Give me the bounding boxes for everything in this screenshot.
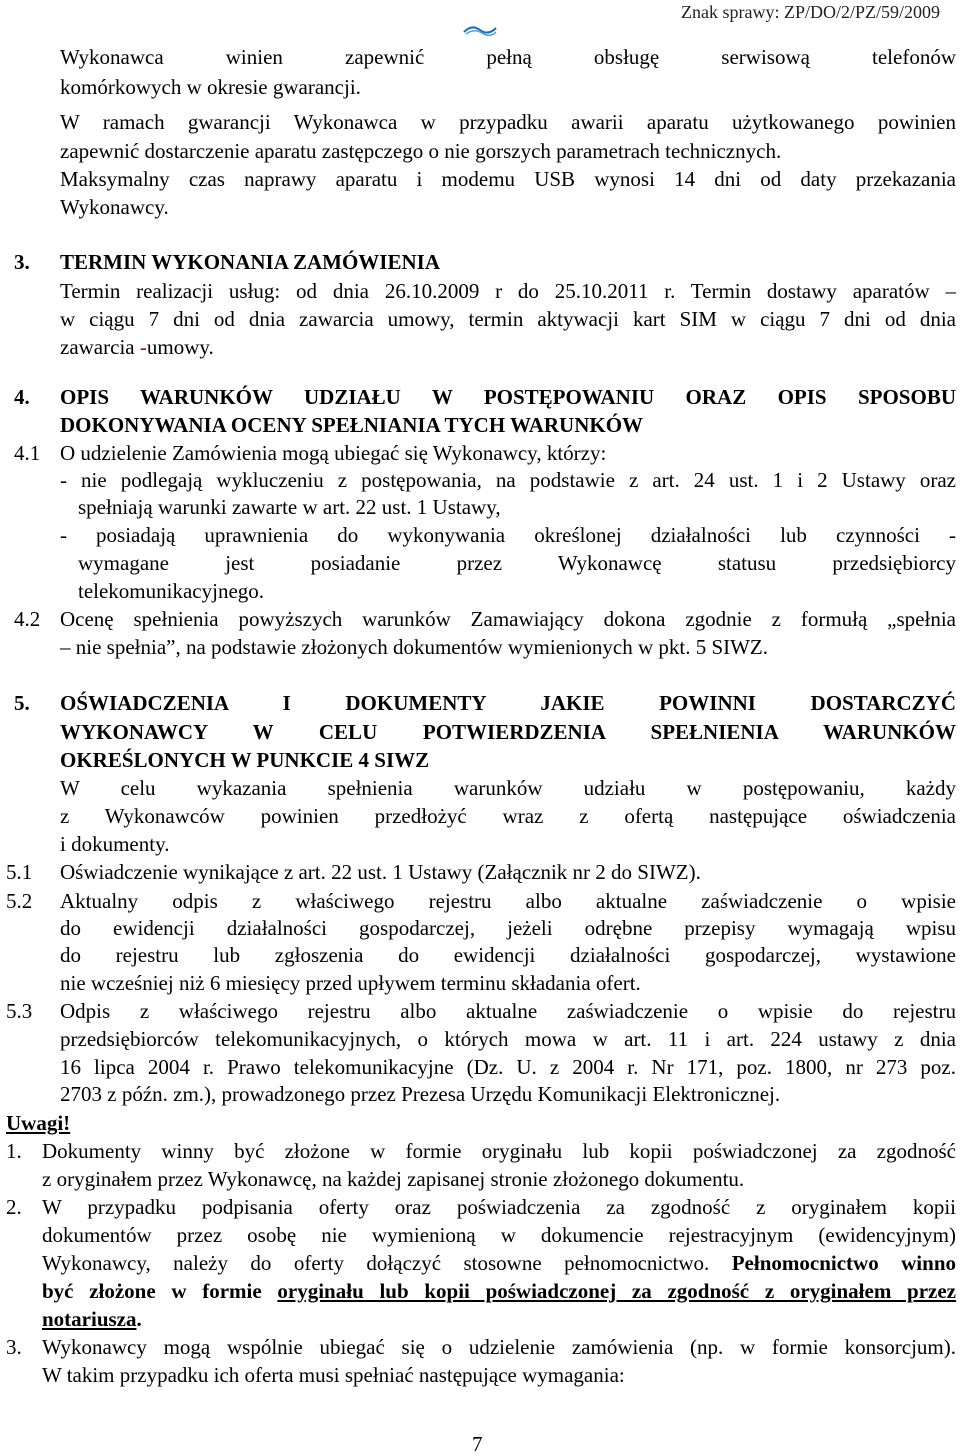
- paragraph-line: - posiadają uprawnienia do wykonywania określonej działalności lub czynności -: [60, 523, 956, 547]
- paragraph-line: 2703 z późn. zm.), prowadzonego przez Prezesa Urzędu Komunikacji Elektronicznej.: [60, 1082, 781, 1106]
- intro-line: Wykonawca winien zapewnić pełną obsługę serwisową telefonów: [60, 45, 956, 69]
- paragraph-line: telekomunikacyjnego.: [78, 579, 265, 603]
- text-run: Wykonawcy, należy do oferty dołączyć stosowne pełnomocnictwo.: [42, 1251, 732, 1275]
- remark-number: 2.: [6, 1195, 22, 1219]
- paragraph-line: Ocenę spełnienia powyższych warunków Zamawiający dokona zgodnie z formułą „spełnia: [60, 607, 956, 631]
- case-reference: Znak sprawy: ZP/DO/2/PZ/59/2009: [681, 2, 940, 22]
- intro-line: Wykonawcy.: [60, 195, 169, 219]
- paragraph-number: 5.2: [6, 889, 33, 913]
- paragraph-number: 5.1: [6, 860, 33, 884]
- remark-line: [42, 1278, 956, 1304]
- section-5-title: OŚWIADCZENIA I DOKUMENTY JAKIE POWINNI DOSTARCZYĆ: [60, 691, 956, 715]
- paragraph-line: O udzielenie Zamówienia mogą ubiegać się Wykonawcy, którzy:: [60, 441, 607, 465]
- remark-line: Dokumenty winny być złożone w formie oryginału lub kopii poświadczonej za zgodność: [42, 1139, 956, 1163]
- paragraph-line: nie wcześniej niż 6 miesięcy przed upływem terminu składania ofert.: [60, 971, 641, 995]
- text-run: -: [139, 335, 147, 359]
- intro-line: Maksymalny czas naprawy aparatu i modemu USB wynosi 14 dni od daty przekazania: [60, 167, 956, 191]
- section-3-last-line: [60, 334, 214, 360]
- text-run: być złożone w formie: [42, 1279, 278, 1303]
- paragraph-number: 5.3: [6, 999, 33, 1023]
- paragraph-number: 4.2: [14, 607, 41, 631]
- remarks-heading: Uwagi!: [6, 1111, 71, 1135]
- section-5-title: WYKONAWCY W CELU POTWIERDZENIA SPEŁNIENIA WARUNKÓW: [60, 720, 956, 744]
- paragraph-line: do rejestru lub zgłoszenia do ewidencji działalności gospodarczej, wystawione: [60, 943, 956, 967]
- section-3-title: TERMIN WYKONANIA ZAMÓWIENIA: [60, 250, 440, 274]
- section-3-line: w ciągu 7 dni od dnia zawarcia umowy, termin aktywacji kart SIM w ciągu 7 dni od dnia: [60, 307, 956, 331]
- page-number: 7: [472, 1432, 483, 1456]
- logo-wave-icon: [462, 22, 498, 36]
- paragraph-line: spełniają warunki zawarte w art. 22 ust. 1 Ustawy,: [78, 495, 501, 519]
- paragraph-number: 4.1: [14, 441, 41, 465]
- paragraph-line: Oświadczenie wynikające z art. 22 ust. 1 Ustawy (Załącznik nr 2 do SIWZ).: [60, 860, 701, 884]
- text-run: umowy.: [146, 335, 214, 359]
- section-4-title: OPIS WARUNKÓW UDZIAŁU W POSTĘPOWANIU ORAZ OPIS SPOSOBU: [60, 385, 956, 409]
- section-4-number: 4.: [14, 385, 30, 409]
- intro-line: komórkowych w okresie gwarancji.: [60, 75, 361, 99]
- intro-line: zapewnić dostarczenie aparatu zastępczego o nie gorszych parametrach technicznych.: [60, 139, 782, 163]
- section-5-intro: W celu wykazania spełnienia warunków udziału w postępowaniu, każdy: [60, 776, 956, 800]
- remark-number: 3.: [6, 1335, 22, 1359]
- section-5-title: OKREŚLONYCH W PUNKCIE 4 SIWZ: [60, 748, 430, 772]
- paragraph-line: Aktualny odpis z właściwego rejestru albo aktualne zaświadczenie o wpisie: [60, 889, 956, 913]
- paragraph-line: przedsiębiorców telekomunikacyjnych, o których mowa w art. 11 i art. 224 ustawy z dnia: [60, 1027, 956, 1051]
- remark-line: dokumentów przez osobę nie wymienioną w dokumencie rejestracyjnym (ewidencyjnym): [42, 1223, 956, 1247]
- remark-line: Wykonawcy mogą wspólnie ubiegać się o udzielenie zamówienia (np. w formie konsorcjum).: [42, 1335, 956, 1359]
- text-run: .: [136, 1307, 142, 1331]
- paragraph-line: Odpis z właściwego rejestru albo aktualne zaświadczenie o wpisie do rejestru: [60, 999, 956, 1023]
- remark-line: [42, 1306, 142, 1332]
- remark-line: W takim przypadku ich oferta musi spełniać następujące wymagania:: [42, 1363, 625, 1387]
- paragraph-line: - nie podlegają wykluczeniu z postępowania, na podstawie z art. 24 ust. 1 i 2 Ustawy oraz: [60, 468, 956, 492]
- remark-line: W przypadku podpisania oferty oraz poświadczenia za zgodność z oryginałem kopii: [42, 1195, 956, 1219]
- section-4-title: DOKONYWANIA OCENY SPEŁNIANIA TYCH WARUNKÓW: [60, 413, 644, 437]
- paragraph-line: do ewidencji działalności gospodarczej, jeżeli odrębne przepisy wymagają wpisu: [60, 916, 956, 940]
- section-3-line: Termin realizacji usług: od dnia 26.10.2009 r do 25.10.2011 r. Termin dostawy aparatów –: [60, 279, 956, 303]
- text-run: oryginału lub kopii poświadczonej za zgodność z oryginałem przez: [277, 1279, 956, 1303]
- section-3-number: 3.: [14, 250, 30, 274]
- text-run: notariusza: [42, 1307, 137, 1331]
- text-run: Pełnomocnictwo winno: [731, 1251, 956, 1275]
- paragraph-line: 16 lipca 2004 r. Prawo telekomunikacyjne (Dz. U. z 2004 r. Nr 171, poz. 1800, nr 273 poz.: [60, 1055, 956, 1079]
- paragraph-line: wymagane jest posiadanie przez Wykonawcę statusu przedsiębiorcy: [78, 551, 956, 575]
- paragraph-line: – nie spełnia”, na podstawie złożonych dokumentów wymienionych w pkt. 5 SIWZ.: [60, 635, 769, 659]
- intro-line: W ramach gwarancji Wykonawca w przypadku awarii aparatu użytkowanego powinien: [60, 110, 956, 134]
- remark-line: [42, 1250, 956, 1276]
- remark-line: z oryginałem przez Wykonawcę, na każdej zapisanej stronie złożonego dokumentu.: [42, 1167, 745, 1191]
- text-run: zawarcia: [60, 335, 140, 359]
- section-5-intro: i dokumenty.: [60, 832, 170, 856]
- section-5-intro: z Wykonawców powinien przedłożyć wraz z ofertą następujące oświadczenia: [60, 804, 956, 828]
- remark-number: 1.: [6, 1139, 22, 1163]
- section-5-number: 5.: [14, 691, 30, 715]
